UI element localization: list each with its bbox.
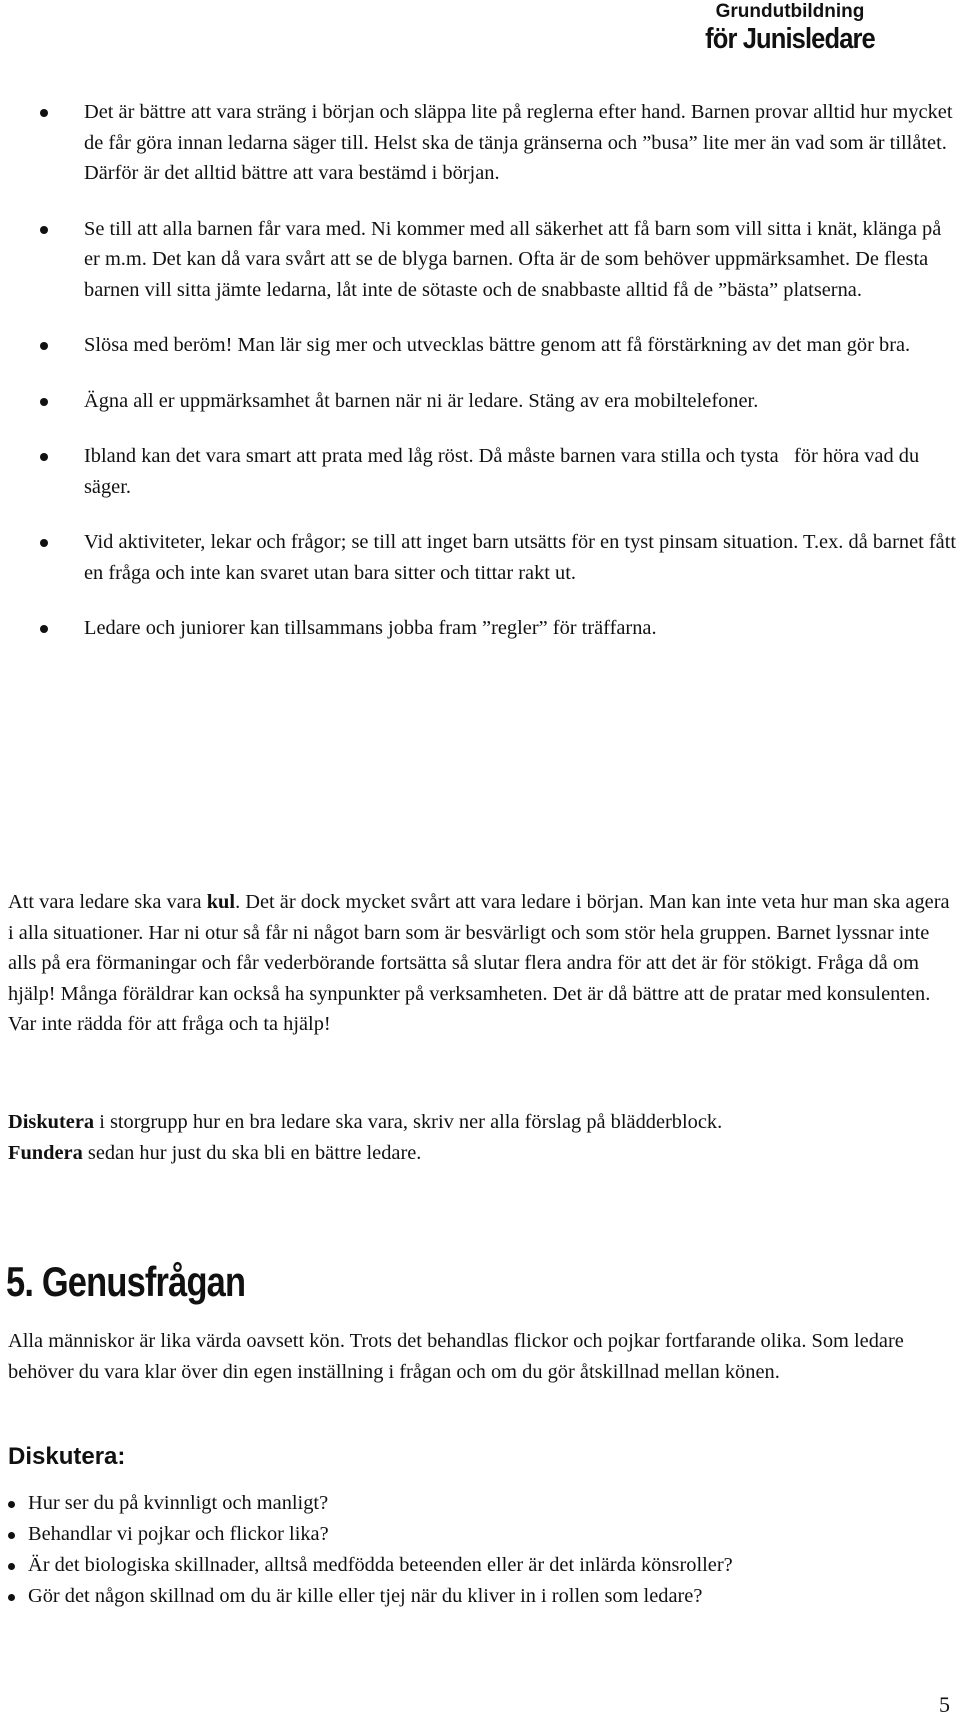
bullet-icon	[40, 226, 48, 234]
section-intro: Alla människor är lika värda oavsett kön. Trots det behandlas flickor och pojkar fortfarande olika. Som ledare behöver du vara klar över din egen inställning i frågan och om du gör åtskillnad mellan könen.	[8, 1330, 904, 1383]
page-header	[660, 0, 920, 54]
bullet-icon	[8, 1563, 15, 1570]
list-item	[0, 330, 960, 361]
header-title-line1: Grundutbildning	[715, 1, 865, 22]
emphasis-diskutera: Diskutera	[8, 1111, 95, 1133]
emphasis-kul: kul	[206, 891, 236, 913]
list-item-text: Det är bättre att vara sträng i början och släppa lite på reglerna efter hand. Barnen provar alltid hur mycket de får göra innan ledarna säger till. Helst ska de tänja gränserna och ”busa” lite mer än vad som är tillåtet. Därför är det alltid bättre att vara bestämd i början.	[84, 101, 953, 184]
list-item-text: Ibland kan det vara smart att prata med låg röst. Då måste barnen vara stilla och tysta för höra vad du säger.	[84, 445, 925, 498]
question-list	[8, 1488, 958, 1612]
bullet-icon	[8, 1501, 15, 1508]
bullet-icon	[8, 1594, 15, 1601]
bullet-icon	[40, 539, 48, 547]
bullet-icon	[40, 109, 48, 117]
bullet-icon	[40, 453, 48, 461]
header-title-line2: för Junisledare	[705, 23, 875, 55]
list-item	[0, 97, 960, 189]
bullet-icon	[40, 342, 48, 350]
discuss-paragraph: Diskutera i storgrupp hur en bra ledare ska vara, skriv ner alla förslag på blädderblock. Fundera sedan hur just du ska bli en bättre ledare.	[8, 1111, 723, 1164]
list-item-text: Vid aktiviteter, lekar och frågor; se till att inget barn utsätts för en tyst pinsam situation. T.ex. då barnet fått en fråga och inte kan svaret utan bara sitter och tittar rakt ut.	[84, 531, 957, 584]
list-item	[0, 214, 960, 306]
page-number: 5	[939, 1692, 950, 1717]
bullet-icon	[8, 1532, 15, 1539]
list-item: Är det biologiska skillnader, alltså medfödda beteenden eller är det inlärda könsroller?	[8, 1550, 958, 1581]
emphasis-fundera: Fundera	[8, 1141, 83, 1164]
list-item: Behandlar vi pojkar och flickor lika?	[8, 1519, 958, 1550]
list-item-text: Se till att alla barnen får vara med. Ni kommer med all säkerhet att få barn som vill sitta i knät, klänga på er m.m. Det kan då vara svårt att se de blyga barnen. Ofta är de som behöver uppmärksamhet. De flesta barnen vill sitta jämte ledarna, låt inte de sötaste och de snabbaste alltid få de ”bästa” platserna.	[84, 217, 942, 301]
leader-tips-list	[0, 97, 960, 644]
leader-paragraph: Att vara ledare ska vara kul. Det är dock mycket svårt att vara ledare i början. Man kan inte veta hur man ska agera i alla situationer. Har ni otur så får ni något barn som är besvärligt och som stör hela gruppen. Barnet lyssnar inte alls på era förmaningar och får vederbörande fortsätta så slutar flera andra för att det är för stökigt. Fråga då om hjälp! Många föräldrar kan också ha synpunkter på verksamheten. Det är då bättre att de pratar med konsulenten. Var inte rädda för att fråga och ta hjälp!	[8, 891, 950, 1035]
section-heading: 5. Genusfrågan	[6, 1258, 246, 1305]
list-item: Hur ser du på kvinnligt och manligt?	[8, 1488, 958, 1519]
list-item-text: Ägna all er uppmärksamhet åt barnen när ni är ledare. Stäng av era mobiltelefoner.	[84, 389, 759, 412]
list-item-text: Slösa med beröm! Man lär sig mer och utvecklas bättre genom att få förstärkning av det man gör bra.	[84, 334, 911, 356]
list-item-text: Ledare och juniorer kan tillsammans jobba fram ”regler” för träffarna.	[84, 617, 657, 639]
list-item	[0, 527, 960, 588]
bullet-icon	[40, 625, 48, 633]
bullet-icon	[40, 398, 48, 406]
list-item	[0, 441, 960, 502]
list-item: Gör det någon skillnad om du är kille eller tjej när du kliver in i rollen som ledare?	[8, 1581, 958, 1612]
discuss-subheading: Diskutera:	[8, 1443, 126, 1470]
list-item	[0, 386, 960, 417]
list-item	[0, 613, 960, 644]
